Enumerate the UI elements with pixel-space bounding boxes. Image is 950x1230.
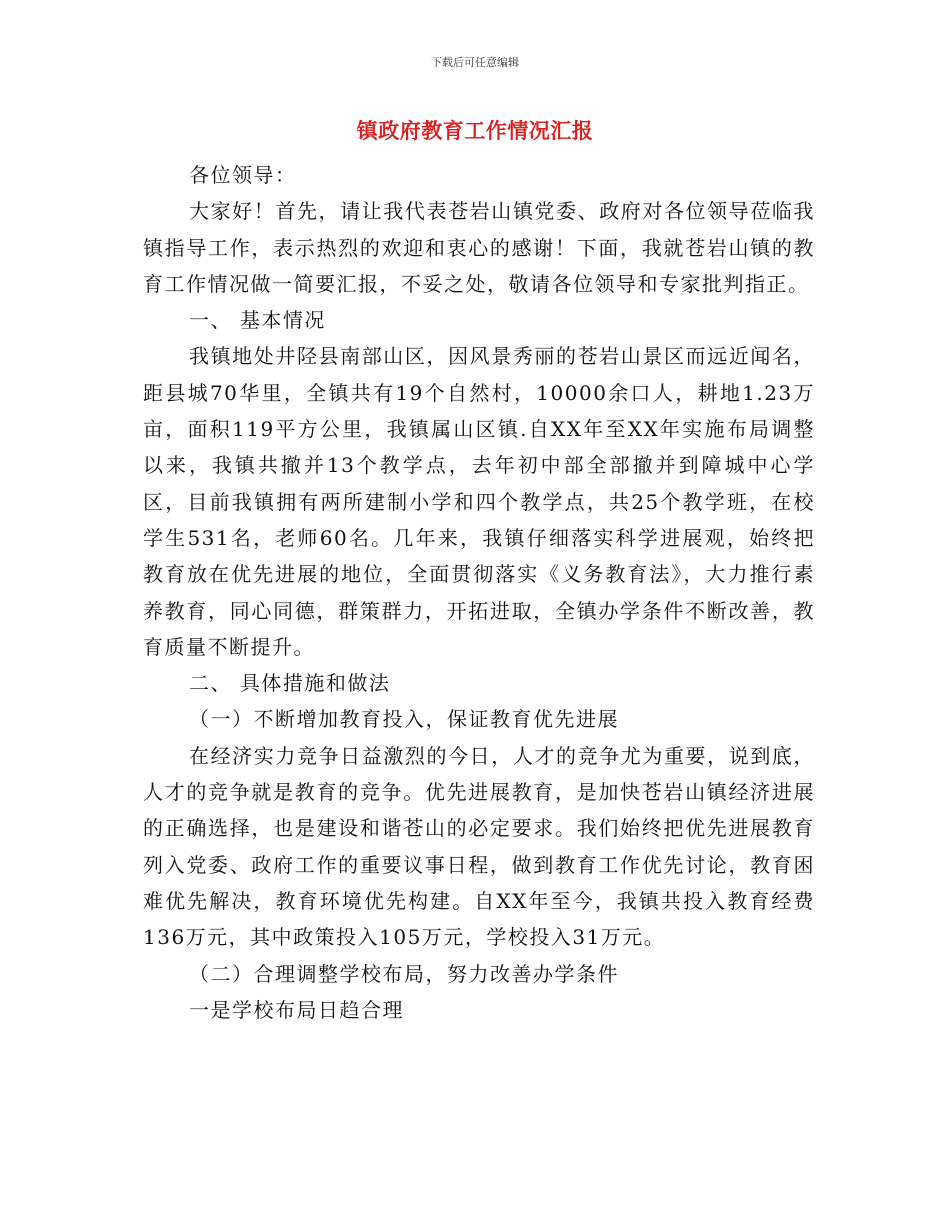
document-title: 镇政府教育工作情况汇报 (356, 118, 594, 143)
paragraph-basic-info: 我镇地处井陉县南部山区，因风景秀丽的苍岩山景区而远近闻名，距县城70华里，全镇共有19个自然村，10000余口人，耕地1.23万亩，面积119平方公里，我镇属山区镇.自XX年至XX年实施布局调整以来，我镇共撤并13个教学点，去年初中部全部撤并到障城中心学区，目前我镇拥有两所建制小学和四个教学点，共25个教学班，在校学生531名，老师60名。几年来，我镇仔细落实科学进展观，始终把教育放在优先进展的地位，全面贯彻落实《义务教育法》，大力推行素养教育，同心同德，群策群力，开拓进取，全镇办学条件不断改善，教育质量不断提升。 (143, 344, 815, 659)
subheading-layout: （二）合理调整学校布局，努力改善办学条件 (189, 961, 619, 986)
paragraph-salutation: 各位领导： (189, 163, 297, 187)
subheading-investment: （一）不断增加教育投入，保证教育优先进展 (189, 707, 619, 732)
paragraph-opening: 大家好！首先，请让我代表苍岩山镇党委、政府对各位领导莅临我镇指导工作，表示热烈的欢迎和衷心的感谢！下面，我就苍岩山镇的教育工作情况做一简要汇报，不妥之处，敬请各位领导和专家批判指正。 (143, 199, 815, 296)
paragraph-layout-first: 一是学校布局日趋合理 (189, 997, 404, 1022)
section-heading-basic: 一、 基本情况 (189, 308, 326, 333)
document-body (143, 157, 815, 1028)
header-note: 下载后可任意编辑 (431, 56, 519, 69)
section-heading-measures: 二、 具体措施和做法 (189, 671, 391, 696)
paragraph-investment: 在经济实力竞争日益激烈的今日，人才的竞争尤为重要，说到底，人才的竞争就是教育的竞争。优先进展教育，是加快苍岩山镇经济进展的正确选择，也是建设和谐苍山的必定要求。我们始终把优先进展教育列入党委、政府工作的重要议事日程，做到教育工作优先讨论，教育困难优先解决，教育环境优先构建。自XX年至今，我镇共投入教育经费136万元，其中政策投入105万元，学校投入31万元。 (143, 743, 815, 950)
